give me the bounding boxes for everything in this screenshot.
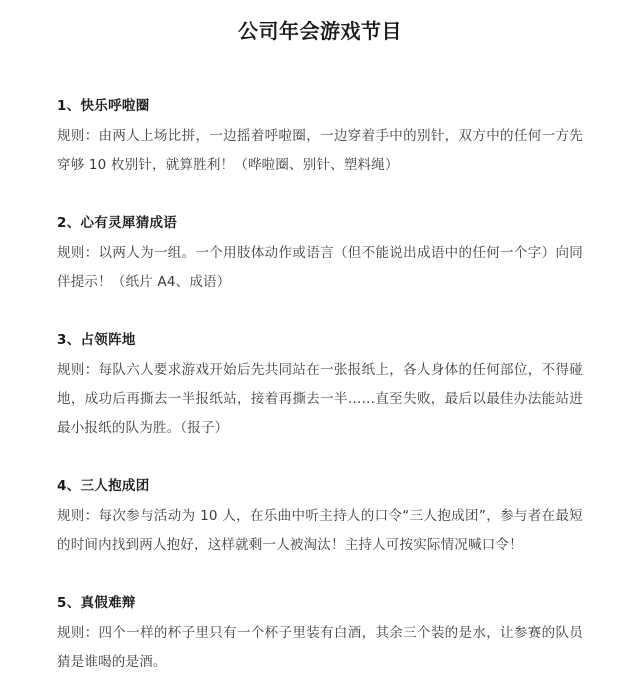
game-section-1 xyxy=(57,96,583,180)
game-section-4 xyxy=(57,476,583,560)
game-section-5 xyxy=(57,593,583,677)
section-heading-2: 2、心有灵犀猜成语 xyxy=(57,215,178,231)
section-heading-5: 5、真假难辩 xyxy=(57,595,136,611)
section-heading-3: 3、占领阵地 xyxy=(57,332,136,348)
game-section-3 xyxy=(57,330,583,443)
section-heading-1: 1、快乐呼啦圈 xyxy=(57,98,150,114)
page-title: 公司年会游戏节目 xyxy=(238,19,402,43)
section-rules-5: 规则：四个一样的杯子里只有一个杯子里装有白酒，其余三个装的是水，让参赛的队员猜是谁喝的是酒。 xyxy=(57,625,583,670)
section-rules-2: 规则：以两人为一组。一个用肢体动作或语言（但不能说出成语中的任何一个字）向同伴提示！（纸片 A4、成语） xyxy=(57,245,583,290)
section-heading-4: 4、三人抱成团 xyxy=(57,478,150,494)
game-section-2 xyxy=(57,213,583,297)
section-rules-1: 规则：由两人上场比拼，一边摇着呼啦圈，一边穿着手中的别针，双方中的任何一方先穿够 10 枚别针，就算胜利！（哗啦圈、别针、塑料绳） xyxy=(57,128,583,173)
document-body xyxy=(57,96,583,677)
section-rules-3: 规则：每队六人要求游戏开始后先共同站在一张报纸上，各人身体的任何部位，不得碰地，成功后再撕去一半报纸站，接着再撕去一半……直至失败，最后以最佳办法能站进最小报纸的队为胜。（报子） xyxy=(57,362,583,436)
section-rules-4: 规则：每次参与活动为 10 人，在乐曲中听主持人的口令“三人抱成团”，参与者在最短的时间内找到两人抱好，这样就剩一人被淘汰！主持人可按实际情况喊口令！ xyxy=(57,508,583,553)
